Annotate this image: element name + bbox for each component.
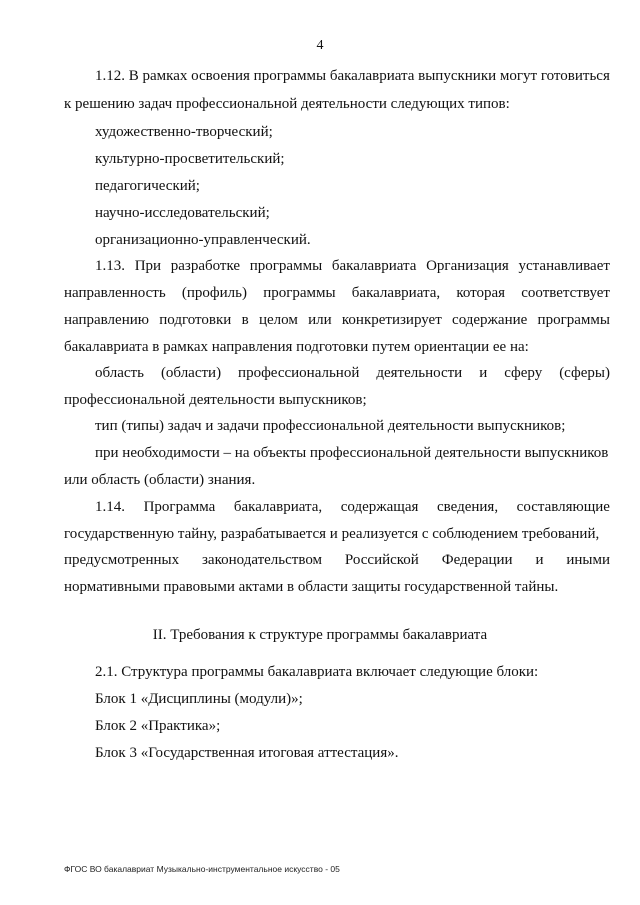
word: Программа xyxy=(143,499,216,515)
word: деятельности xyxy=(376,365,463,381)
word: разработке xyxy=(170,258,241,274)
word: сведения, xyxy=(436,499,499,515)
word: область xyxy=(95,365,144,381)
word: и xyxy=(535,552,544,568)
word: устанавливает xyxy=(518,258,610,274)
objects-line-2: или область (области) знания. xyxy=(64,472,256,488)
word: Федерации xyxy=(441,552,513,568)
para-1-13-line-2 xyxy=(64,285,610,302)
word: содержание xyxy=(452,312,528,328)
word: содержащая xyxy=(340,499,419,515)
word: иными xyxy=(566,552,610,568)
type-item: научно-исследовательский; xyxy=(95,205,270,221)
word: программы xyxy=(537,312,610,328)
word: направленность xyxy=(64,285,166,301)
objects-line-1: при необходимости – на объекты профессиональной деятельности выпускников xyxy=(95,445,609,461)
word: которая xyxy=(456,285,506,301)
word: подготовки xyxy=(159,312,232,328)
word: (профиль) xyxy=(181,285,247,301)
section-heading: II. Требования к структуре программы бакалавриата xyxy=(152,627,488,643)
page-number: 4 xyxy=(316,38,324,53)
word: При xyxy=(134,258,162,274)
word: направлению xyxy=(64,312,149,328)
para-1-13-line-4: бакалавриата в рамках направления подготовки путем ориентации ее на: xyxy=(64,339,529,355)
word: бакалавриата, xyxy=(233,499,323,515)
word: программы xyxy=(249,258,323,274)
word: (сферы) xyxy=(559,365,610,381)
word: профессиональной xyxy=(238,365,360,381)
word: целом xyxy=(258,312,298,328)
word: сферу xyxy=(504,365,543,381)
block-item: Блок 2 «Практика»; xyxy=(95,718,221,734)
para-1-13-line-3 xyxy=(64,312,610,329)
block-item: Блок 1 «Дисциплины (модули)»; xyxy=(95,691,303,707)
word: 1.14. xyxy=(95,499,125,515)
types-line: тип (типы) задач и задачи профессиональной деятельности выпускников; xyxy=(95,418,566,434)
type-item: организационно-управленческий. xyxy=(95,232,311,248)
type-item: художественно-творческий; xyxy=(95,124,273,140)
para-1-13-line-1 xyxy=(95,258,610,275)
para-1-12-line-1: 1.12. В рамках освоения программы бакалавриата выпускники могут готовиться xyxy=(95,68,610,84)
word: в xyxy=(241,312,249,328)
word: бакалавриата xyxy=(331,258,417,274)
word: или xyxy=(308,312,332,328)
word: Организация xyxy=(426,258,509,274)
para-1-14-line-2: государственную тайну, разрабатывается и реализуется с соблюдением требований, xyxy=(64,526,600,542)
para-1-14-line-1 xyxy=(95,499,610,516)
word: соответствует xyxy=(521,285,610,301)
word: (области) xyxy=(160,365,222,381)
word: составляющие xyxy=(516,499,610,515)
word: программы xyxy=(263,285,336,301)
word: Российской xyxy=(344,552,419,568)
para-1-14-line-4: нормативными правовыми актами в области защиты государственной тайны. xyxy=(64,579,559,595)
word: и xyxy=(479,365,488,381)
word: предусмотренных xyxy=(64,552,180,568)
area-line-1 xyxy=(95,365,610,382)
word: бакалавриата, xyxy=(351,285,441,301)
word: законодательством xyxy=(201,552,323,568)
type-item: педагогический; xyxy=(95,178,200,194)
para-1-14-line-3 xyxy=(64,552,610,569)
word: конкретизирует xyxy=(341,312,442,328)
para-1-12-line-2: к решению задач профессиональной деятельности следующих типов: xyxy=(64,96,510,112)
page-footer: ФГОС ВО бакалавриат Музыкально-инструментальное искусство - 05 xyxy=(64,864,340,874)
word: 1.13. xyxy=(95,258,125,274)
type-item: культурно-просветительский; xyxy=(95,151,285,167)
block-item: Блок 3 «Государственная итоговая аттестация». xyxy=(95,745,399,761)
area-line-2: профессиональной деятельности выпускников; xyxy=(64,392,367,408)
para-2-1: 2.1. Структура программы бакалавриата включает следующие блоки: xyxy=(95,664,539,680)
